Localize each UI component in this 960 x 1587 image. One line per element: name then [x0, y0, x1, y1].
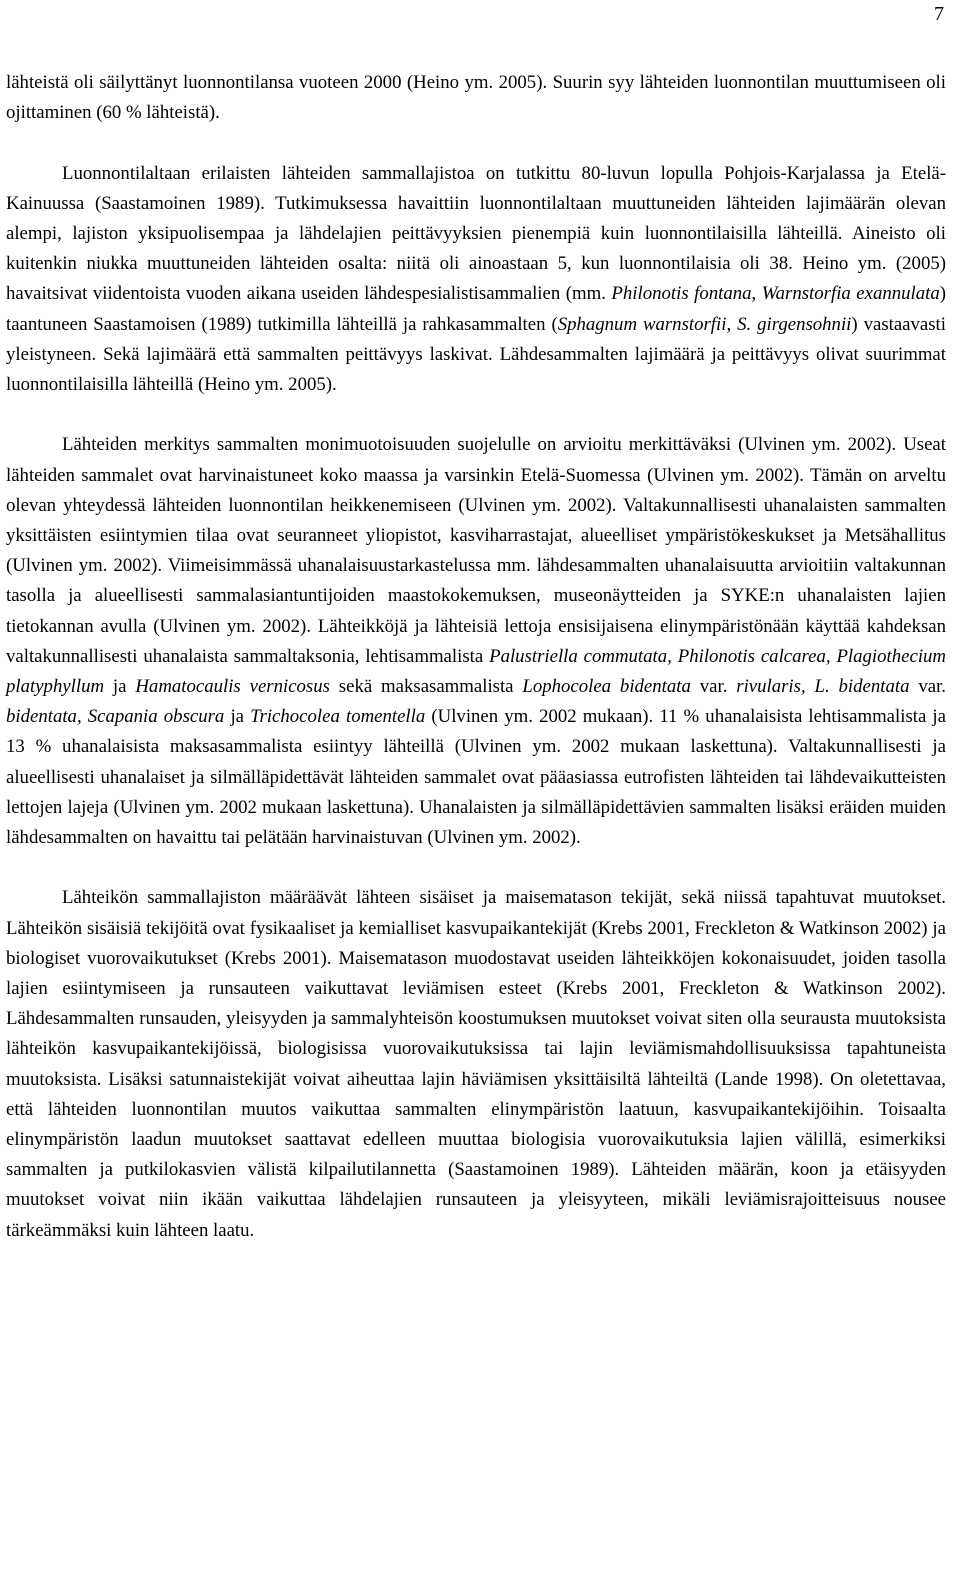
text-segment: Lähteikön sammallajiston määräävät lähteen sisäiset ja maisematason tekijät, sekä niissä tapahtuvat muutokset. Lähteikön sisäisiä tekijöitä ovat fysikaaliset ja kemialliset kasvupaikantekijät (Krebs 2001, Freckleton & Watkinson 2002) ja biologiset vuorovaikutukset (Krebs 2001). Maisematason muodostavat useiden lähteikköjen kokonaisuudet, joiden tasolla lajien esiintymiseen ja runsauteen vaikuttavat leviämisen esteet (Krebs 2001, Freckleton & Watkinson 2002). Lähdesammalten runsauden, yleisyyden ja sammalyhteisön koostumuksen muutokset voivat siten olla seurausta muutoksista lähteikön kasvupaikantekijöissä, biologisissa vuorovaikutuksissa tai lajin leviämismahdollisuuksissa tapahtuneista muutoksista. Lisäksi satunnaistekijät voivat aiheuttaa lajin häviämisen yksittäisiltä lähteiltä (Lande 1998). On oletettavaa, että lähteiden luonnontilan muutos vaikuttaa sammalten elinympäristön laatuun, kasvupaikantekijöihin. Toisaalta elinympäristön laadun muutokset saattavat edelleen muuttaa biologisia vuorovaikutuksia lajien välillä, esimerkiksi sammalten ja putkilokasvien välistä kilpailutilannetta (Saastamoinen 1989). Lähteiden määrän, koon ja etäisyyden muutokset voivat niin ikään vaikuttaa lähdelajien runsauteen ja yleisyyteen, mikäli leviämisrajoitteisuus nousee tärkeämmäksi kuin lähteen laatu.: [6, 887, 946, 1241]
text-segment: lähteistä oli säilyttänyt luonnontilansa vuoteen 2000 (Heino ym. 2005). Suurin syy lähteiden luonnontilan muuttumiseen oli ojittaminen (60 % lähteistä).: [6, 72, 946, 124]
text-segment: var.: [690, 676, 737, 698]
text-segment: (Ulvinen ym. 2002 mukaan). 11 % uhanalaisista lehtisammalista ja 13 % uhanalaisista maksasammalista esiintyy lähteillä (Ulvinen ym. 2002 mukaan laskettuna). Valtakunnallisesti ja alueellisesti uhanalaiset ja silmälläpidettävät lähteiden sammalet ovat pääasiassa eutrofisten lähteiden tai lähdevaikutteisten lettojen lajeja (Ulvinen ym. 2002 mukaan laskettuna). Uhanalaisten ja silmälläpidettävien sammalten lisäksi eräiden muiden lähdesammalten on havaittu tai pelätään harvinaistuvan (Ulvinen ym. 2002).: [6, 706, 946, 849]
text-segment: ,: [751, 283, 762, 305]
italic-text: Sphagnum warnstorfii, S. girgensohnii: [557, 313, 852, 335]
text-segment: ja: [104, 676, 136, 698]
italic-text: Warnstorfia exannulata: [761, 283, 940, 305]
paragraph: [6, 430, 946, 853]
text-segment: Luonnontilaltaan erilaisten lähteiden sammallajistoa on tutkittu 80-luvun lopulla Pohjois-Karjalassa ja Etelä-Kainuussa (Saastamoinen 1989). Tutkimuksessa havaittiin luonnontilaltaan muuttuneiden lähteiden lajimäärän olevan alempi, lajiston yksipuolisempaa ja lähdelajien peittävyyksien pienempiä kuin luonnontilaisilla lähteillä. Aineisto oli kuitenkin niukka muuttuneiden lähteiden osalta: niitä oli ainoastaan 5, kun luonnontilaisia oli 38. Heino ym. (2005) havaitsivat viidentoista vuoden aikana useiden lähdespesialistisammalien (mm.: [6, 162, 946, 305]
paragraph: [6, 883, 946, 1245]
italic-text: Trichocolea tomentella: [250, 706, 426, 728]
italic-text: bidentata, Scapania obscura: [6, 706, 225, 728]
page-number: 7: [934, 3, 944, 25]
italic-text: Palustriella commutata, Philonotis calcarea, Plagiothecium platyphyllum: [6, 645, 946, 698]
paragraph: [6, 159, 946, 401]
text-segment: ) vastaavasti yleistyneen. Sekä lajimäärä että sammalten peittävyys laskivat. Lähdesammalten lajimäärä ja peittävyys olivat suurimmat luonnontilaisilla lähteillä (Heino ym. 2005).: [6, 313, 946, 396]
italic-text: Philonotis fontana: [611, 283, 752, 305]
text-segment: ) taantuneen Saastamoisen (1989) tutkimilla lähteillä ja rahkasammalten (: [6, 283, 947, 335]
italic-text: rivularis, L. bidentata: [736, 676, 910, 698]
italic-text: Hamatocaulis vernicosus: [135, 676, 330, 698]
text-segment: sekä maksasammalista: [329, 676, 523, 698]
paragraph: [6, 68, 946, 128]
italic-text: Lophocolea bidentata: [522, 676, 691, 698]
body-text: [6, 68, 946, 1246]
text-segment: Lähteiden merkitys sammalten monimuotoisuuden suojelulle on arvioitu merkittäväksi (Ulvinen ym. 2002). Useat lähteiden sammalet ovat harvinaistuneet koko maassa ja varsinkin Etelä-Suomessa (Ulvinen ym. 2002). Tämän on arveltu olevan yhteydessä lähteiden luonnontilan heikkenemiseen (Ulvinen ym. 2002). Valtakunnallisesti uhanalaisten sammalten yksittäisten esiintymien tilaa ovat seuranneet yliopistot, kasviharrastajat, alueelliset ympäristökeskukset ja Metsähallitus (Ulvinen ym. 2002). Viimeisimmässä uhanalaisuustarkastelussa mm. lähdesammalten uhanalaisuutta arvioitiin valtakunnan tasolla ja alueellisesti sammalasiantuntijoiden maastokokemuksen, museonäytteiden ja SYKE:n uhanalaisten lajien tietokannan avulla (Ulvinen ym. 2002). Lähteikköjä ja lähteisiä lettoja ensisijaisena elinympäristönään käyttää kahdeksan valtakunnallisesti uhanalaista sammaltaksonia, lehtisammalista: [6, 434, 946, 667]
text-segment: ja: [224, 706, 251, 728]
text-segment: var.: [909, 676, 946, 698]
